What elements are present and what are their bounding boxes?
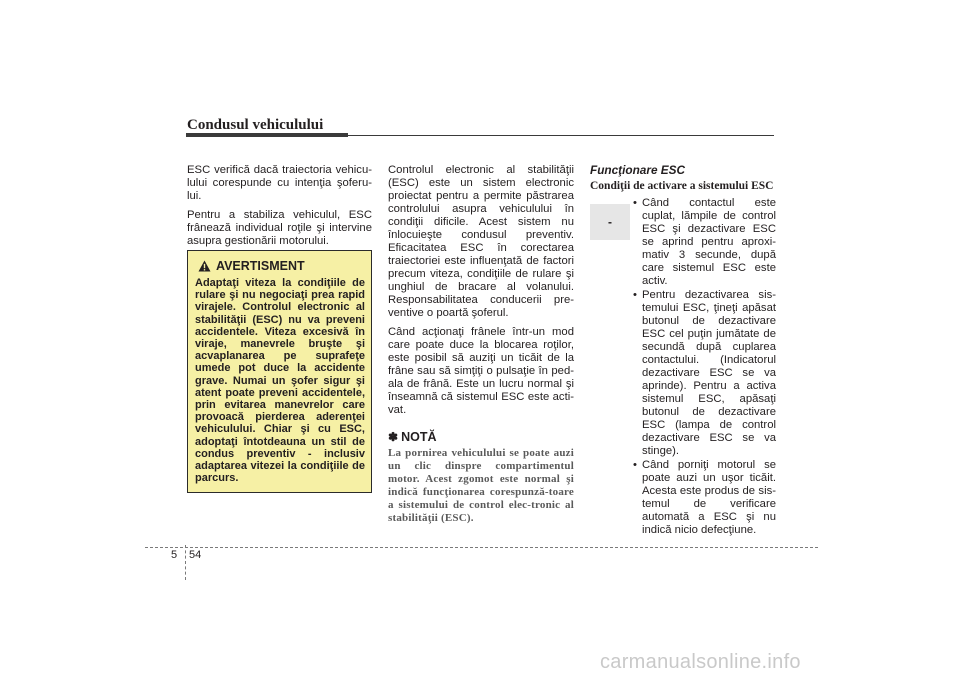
footer-divider xyxy=(185,545,186,580)
esc-indicator-icon xyxy=(590,204,630,240)
icon-box-label: - xyxy=(608,214,612,229)
bullet-icon: • xyxy=(633,289,637,301)
note-title: NOTĂ xyxy=(401,429,437,444)
list-item xyxy=(633,459,776,537)
asterisk-icon: ✽ xyxy=(388,430,399,444)
header-rule-thick xyxy=(186,133,348,137)
list-item xyxy=(633,289,776,458)
note-text: La pornirea vehiculului se poate auzi un clic dinspre compartimentul motor. Acest zgomot este normal şi indică funcţionarea corespunză-toare a sistemului de control elec-tronic al stabilităţii (ESC). xyxy=(388,447,574,524)
list-item-text: Când porniţi motorul se poate auzi un uşor ticăit. Acesta este produs de sis-temul de verificare automată a ESC şi nu indică nicio defecţiune. xyxy=(642,459,776,536)
middle-column xyxy=(388,164,574,525)
warning-header xyxy=(198,259,305,273)
bullet-icon: • xyxy=(633,197,637,209)
right-column xyxy=(590,164,776,538)
warning-triangle-icon xyxy=(198,260,211,272)
warning-box xyxy=(187,250,372,493)
warning-title: AVERTISMENT xyxy=(216,259,305,273)
paragraph: Pentru a stabiliza vehiculul, ESC frânează individual roţile şi intervine asupra gestionării motorului. xyxy=(187,209,372,247)
bullet-icon: • xyxy=(633,459,637,471)
header-rule-thin xyxy=(348,135,774,136)
page-section-title: Condusul vehiculului xyxy=(187,117,324,133)
warning-text: Adaptaţi viteza la condiţiile de rulare şi nu negociaţi prea rapid virajele. Controlul electronic al stabilităţii (ESC) nu va preveni accidentele. Viteza excesivă în viraje, manevrele bruşte şi acvaplanarea pe suprafeţe umede pot duce la accidente grave. Numai un şofer sigur şi atent poate preveni accidentele, prin evitarea manevrelor care provoacă pierderea aderenţei vehiculului. Chiar şi cu ESC, adoptaţi întotdeauna un stil de condus preventiv - inclusiv adaptarea vitezei la condiţiile de parcurs. xyxy=(195,277,365,485)
section-title: Funcţionare ESC xyxy=(590,163,686,177)
list-item-text: Pentru dezactivarea sis-temului ESC, ţineţi apăsat butonul de dezactivare ESC cel puţin jumătate de secundă după cuplarea contactului. (Indicatorul dezactivare ESC se va aprinde). Pentru a activa sistemul ESC, apăsaţi butonul de dezactivare ESC (lampa de control dezactivare ESC se va stinge). xyxy=(642,289,776,457)
paragraph: Când acţionaţi frânele într-un mod care poate duce la blocarea roţilor, este posibil să auziţi un ticăit de la frâne sau să simţiţi o pulsaţie în ped-ala de frână. Este un lucru normal şi înseamnă că sistemul ESC este acti-vat. xyxy=(388,326,574,416)
section-subtitle: Condiţii de activare a sistemului ESC xyxy=(590,180,774,192)
bullet-list xyxy=(590,197,776,537)
page-number: 54 xyxy=(189,549,202,561)
watermark: carmanualsonline.info xyxy=(600,651,801,673)
list-item xyxy=(633,197,776,288)
list-item-text: Când contactul este cuplat, lămpile de control ESC şi dezactivare ESC se aprind pentru aproxi-mativ 3 secunde, după care sistemul ESC este activ. xyxy=(642,197,776,287)
left-column xyxy=(187,164,372,254)
paragraph: Controlul electronic al stabilităţii (ESC) este un sistem electronic proiectat pentru a permite păstrarea controlului asupra vehiculului în condiţii dificile. Acest sistem nu înlocuieşte condusul preventiv. Eficacitatea ESC în corectarea traiectoriei este influenţată de factori precum viteza, condiţiile de rulare şi unghiul de bracare al volanului. Responsabilitatea conducerii pre-ventive o poartă şoferul. xyxy=(388,164,574,319)
paragraph: ESC verifică dacă traiectoria vehicu-lului corespunde cu intenţia şoferu-lui. xyxy=(187,164,372,202)
footer-rule xyxy=(145,547,818,548)
chapter-number: 5 xyxy=(171,549,178,561)
note-header xyxy=(388,429,574,445)
